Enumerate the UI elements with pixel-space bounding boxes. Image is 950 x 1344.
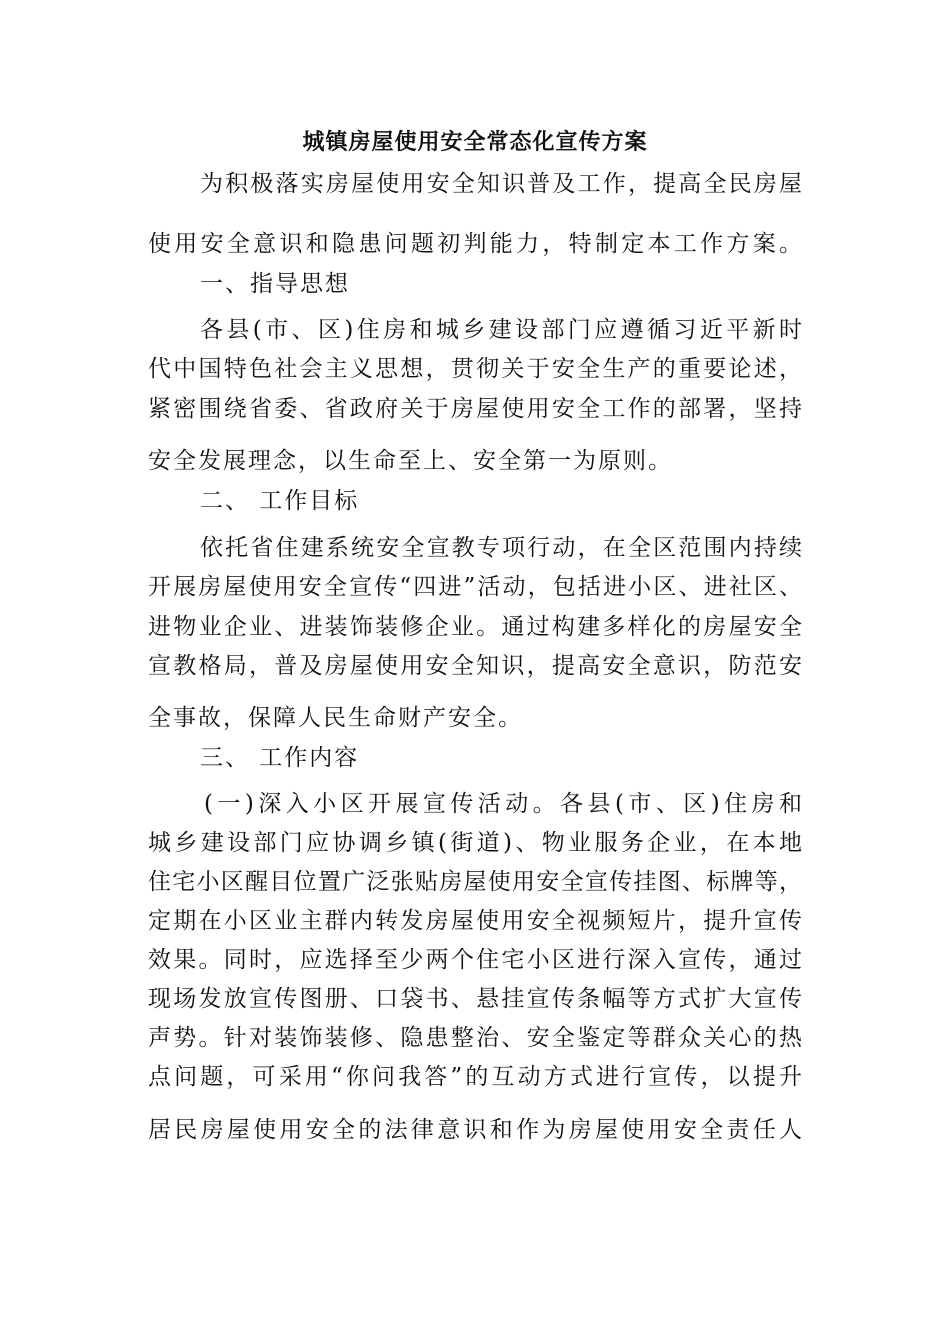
section-heading: 三、 工作内容: [200, 745, 360, 771]
paragraph-line: 紧密围绕省委、省政府关于房屋使用安全工作的部署，坚持: [148, 396, 802, 422]
paragraph-line: 宣教格局，普及房屋使用安全知识，提高安全意识，防范安: [148, 653, 802, 679]
paragraph-line: 效果。同时，应选择至少两个住宅小区进行深入宣传，通过: [148, 947, 802, 973]
section-heading: 二、 工作目标: [200, 488, 360, 514]
paragraph-line: 城乡建设部门应协调乡镇(街道)、物业服务企业，在本地: [148, 830, 802, 856]
paragraph-line: 各县(市、区)住房和城乡建设部门应遵循习近平新时: [200, 317, 802, 343]
paragraph-line: 现场发放宣传图册、口袋书、悬挂宣传条幅等方式扩大宣传: [148, 986, 802, 1012]
paragraph-line: 进物业企业、进装饰装修企业。通过构建多样化的房屋安全: [148, 614, 802, 640]
paragraph-line: 开展房屋使用安全宣传“四进”活动，包括进小区、进社区、: [148, 574, 802, 600]
paragraph-line: 全事故，保障人民生命财产安全。: [148, 705, 523, 731]
paragraph-line: (一)深入小区开展宣传活动。各县(市、区)住房和: [204, 791, 802, 817]
paragraph-line: 依托省住建系统安全宣教专项行动，在全区范围内持续: [200, 535, 802, 561]
paragraph-line: 代中国特色社会主义思想，贯彻关于安全生产的重要论述，: [148, 356, 802, 382]
document-title: 城镇房屋使用安全常态化宣传方案: [302, 129, 648, 155]
paragraph-line: 声势。针对装饰装修、隐患整治、安全鉴定等群众关心的热: [148, 1025, 802, 1051]
paragraph-line: 使用安全意识和隐患问题初判能力，特制定本工作方案。: [148, 231, 802, 257]
section-heading: 一、指导思想: [200, 271, 350, 297]
paragraph-line: 居民房屋使用安全的法律意识和作为房屋使用安全责任人: [148, 1117, 802, 1143]
paragraph-line: 安全发展理念，以生命至上、安全第一为原则。: [148, 448, 673, 474]
paragraph-line: 定期在小区业主群内转发房屋使用安全视频短片，提升宣传: [148, 908, 802, 934]
paragraph-line: 点问题，可采用“你问我答”的互动方式进行宣传，以提升: [148, 1064, 802, 1090]
paragraph-line: 为积极落实房屋使用安全知识普及工作，提高全民房屋: [200, 171, 802, 197]
paragraph-line: 住宅小区醒目位置广泛张贴房屋使用安全宣传挂图、标牌等，: [148, 869, 802, 895]
